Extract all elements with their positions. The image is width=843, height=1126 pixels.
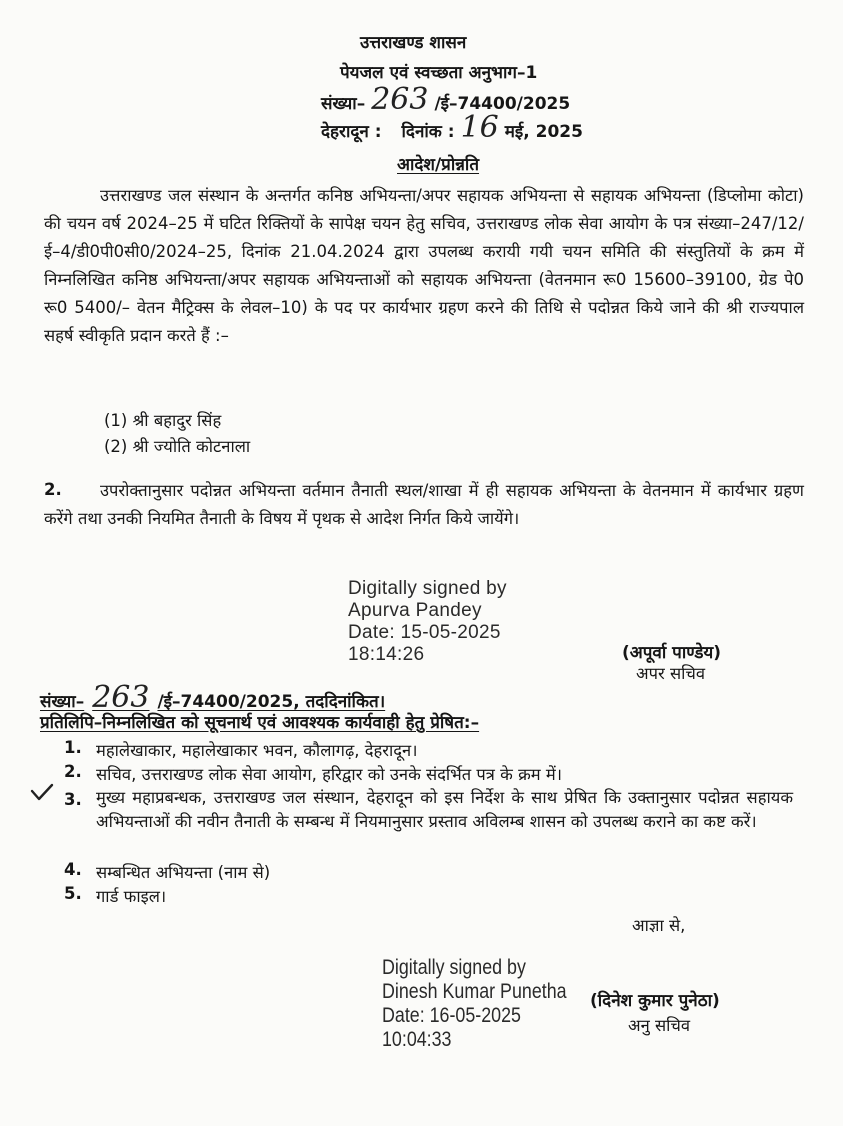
signature-1-line-3: Date: 15-05-2025	[348, 622, 501, 643]
signature-2-line-4: 10:04:33	[382, 1028, 452, 1051]
copy-item-1-text: महालेखाकार, महालेखाकार भवन, कौलागढ़, देहरादून।	[96, 741, 418, 760]
section-heading: पेयजल एवं स्वच्छता अनुभाग–1	[340, 63, 538, 83]
signatory-1-designation: अपर सचिव	[636, 664, 706, 683]
order-paragraph-1	[44, 182, 804, 350]
digital-signature-2	[382, 956, 567, 1052]
signature-2-line-2: Dinesh Kumar Punetha	[382, 980, 567, 1003]
signature-1-line-1: Digitally signed by	[348, 578, 507, 599]
person-1: (1) श्री बहादुर सिंह	[104, 411, 222, 430]
copy-item-3-number: 3.	[64, 790, 82, 809]
copy-item-4-text: सम्बन्धित अभियन्ता (नाम से)	[96, 863, 271, 882]
order-paragraph-2	[44, 477, 804, 533]
digital-signature-1	[348, 578, 507, 666]
signatory-2-designation: अनु सचिव	[628, 1016, 691, 1035]
copy-item-5-number: 5.	[64, 884, 82, 903]
copy-item-2-text: सचिव, उत्तराखण्ड लोक सेवा आयोग, हरिद्वार को उनके संदर्भित पत्र के क्रम में।	[96, 765, 562, 784]
place-date-line	[321, 110, 583, 145]
signature-1-line-2: Apurva Pandey	[348, 600, 482, 621]
place: देहरादून :	[321, 122, 382, 142]
order-title: आदेश/प्रोन्नति	[397, 155, 480, 175]
copy-item-2-number: 2.	[64, 762, 82, 781]
paragraph-2-number: 2.	[44, 480, 62, 499]
order-number-suffix: /ई–74400/2025	[434, 94, 571, 114]
order-number-prefix: संख्या–	[321, 94, 366, 114]
copy-item-4-number: 4.	[64, 860, 82, 879]
paragraph-2-text: उपरोक्तानुसार पदोन्नत अभियन्ता वर्तमान तैनाती स्थल/शाखा में ही सहायक अभियन्ता के वेतनमान में कार्यभार ग्रहण करेंगे तथा उनकी नियमित तैनाती के विषय में पृथक से आदेश निर्गत किये जायेंगे।	[44, 481, 804, 528]
handwritten-check-icon	[30, 783, 54, 803]
date-label: दिनांक :	[401, 122, 455, 142]
copy-item-1-number: 1.	[64, 738, 82, 757]
copy-number-prefix: संख्या–	[40, 692, 85, 712]
copy-item-5-text: गार्ड फाइल।	[96, 887, 167, 906]
copy-number-suffix: /ई–74400/2025, तददिनांकित।	[157, 692, 386, 712]
signatory-2-name: (दिनेश कुमार पुनेठा)	[590, 991, 720, 1011]
order-by: आज्ञा से,	[632, 916, 686, 935]
copy-to-line: प्रतिलिपि–निम्नलिखित को सूचनार्थ एवं आवश्यक कार्यवाही हेतु प्रेषित:–	[40, 713, 480, 733]
date-handwritten: 16	[460, 110, 499, 145]
signature-2-line-3: Date: 16-05-2025	[382, 1004, 521, 1027]
copy-item-3-text: मुख्य महाप्रबन्धक, उत्तराखण्ड जल संस्थान, देहरादून को इस निर्देश के साथ प्रेषित कि उक्तानुसार पदोन्नत सहायक अभियन्ताओं की नवीन तैनाती के सम्बन्ध में नियमानुसार प्रस्ताव अविलम्ब शासन को उपलब्ध कराने का कष्ट करें।	[96, 788, 793, 831]
signature-2-line-1: Digitally signed by	[382, 956, 526, 979]
copy-number-handwritten: 263	[92, 680, 150, 715]
order-number-handwritten: 263	[371, 82, 429, 117]
date-suffix: मई, 2025	[504, 122, 583, 142]
signature-1-line-4: 18:14:26	[348, 644, 425, 665]
paragraph-1-text: उत्तराखण्ड जल संस्थान के अन्तर्गत कनिष्ठ अभियन्ता/अपर सहायक अभियन्ता से सहायक अभियन्ता (डिप्लोमा कोटा) की चयन वर्ष 2024–25 में घटित रिक्तियों के सापेक्ष चयन हेतु सचिव, उत्तराखण्ड लोक सेवा आयोग के पत्र संख्या–247/12/ई–4/डी0पी0सी0/2024–25, दिनांक 21.04.2024 द्वारा उपलब्ध करायी गयी चयन समिति की संस्तुतियों के क्रम में निम्नलिखित कनिष्ठ अभियन्ता/अपर सहायक अभियन्ताओं को सहायक अभियन्ता (वेतनमान रू0 15600–39100, ग्रेड पे0 रू0 5400/– वेतन मैट्रिक्स के लेवल–10) के पद पर कार्यभार ग्रहण करने की तिथि से पदोन्नत किये जाने की श्री राज्यपाल सहर्ष स्वीकृति प्रदान करते हैं :–	[44, 186, 804, 345]
signatory-1-name: (अपूर्वा पाण्डेय)	[622, 643, 722, 663]
govt-heading: उत्तराखण्ड शासन	[360, 33, 467, 53]
person-2: (2) श्री ज्योति कोटनाला	[104, 437, 251, 456]
